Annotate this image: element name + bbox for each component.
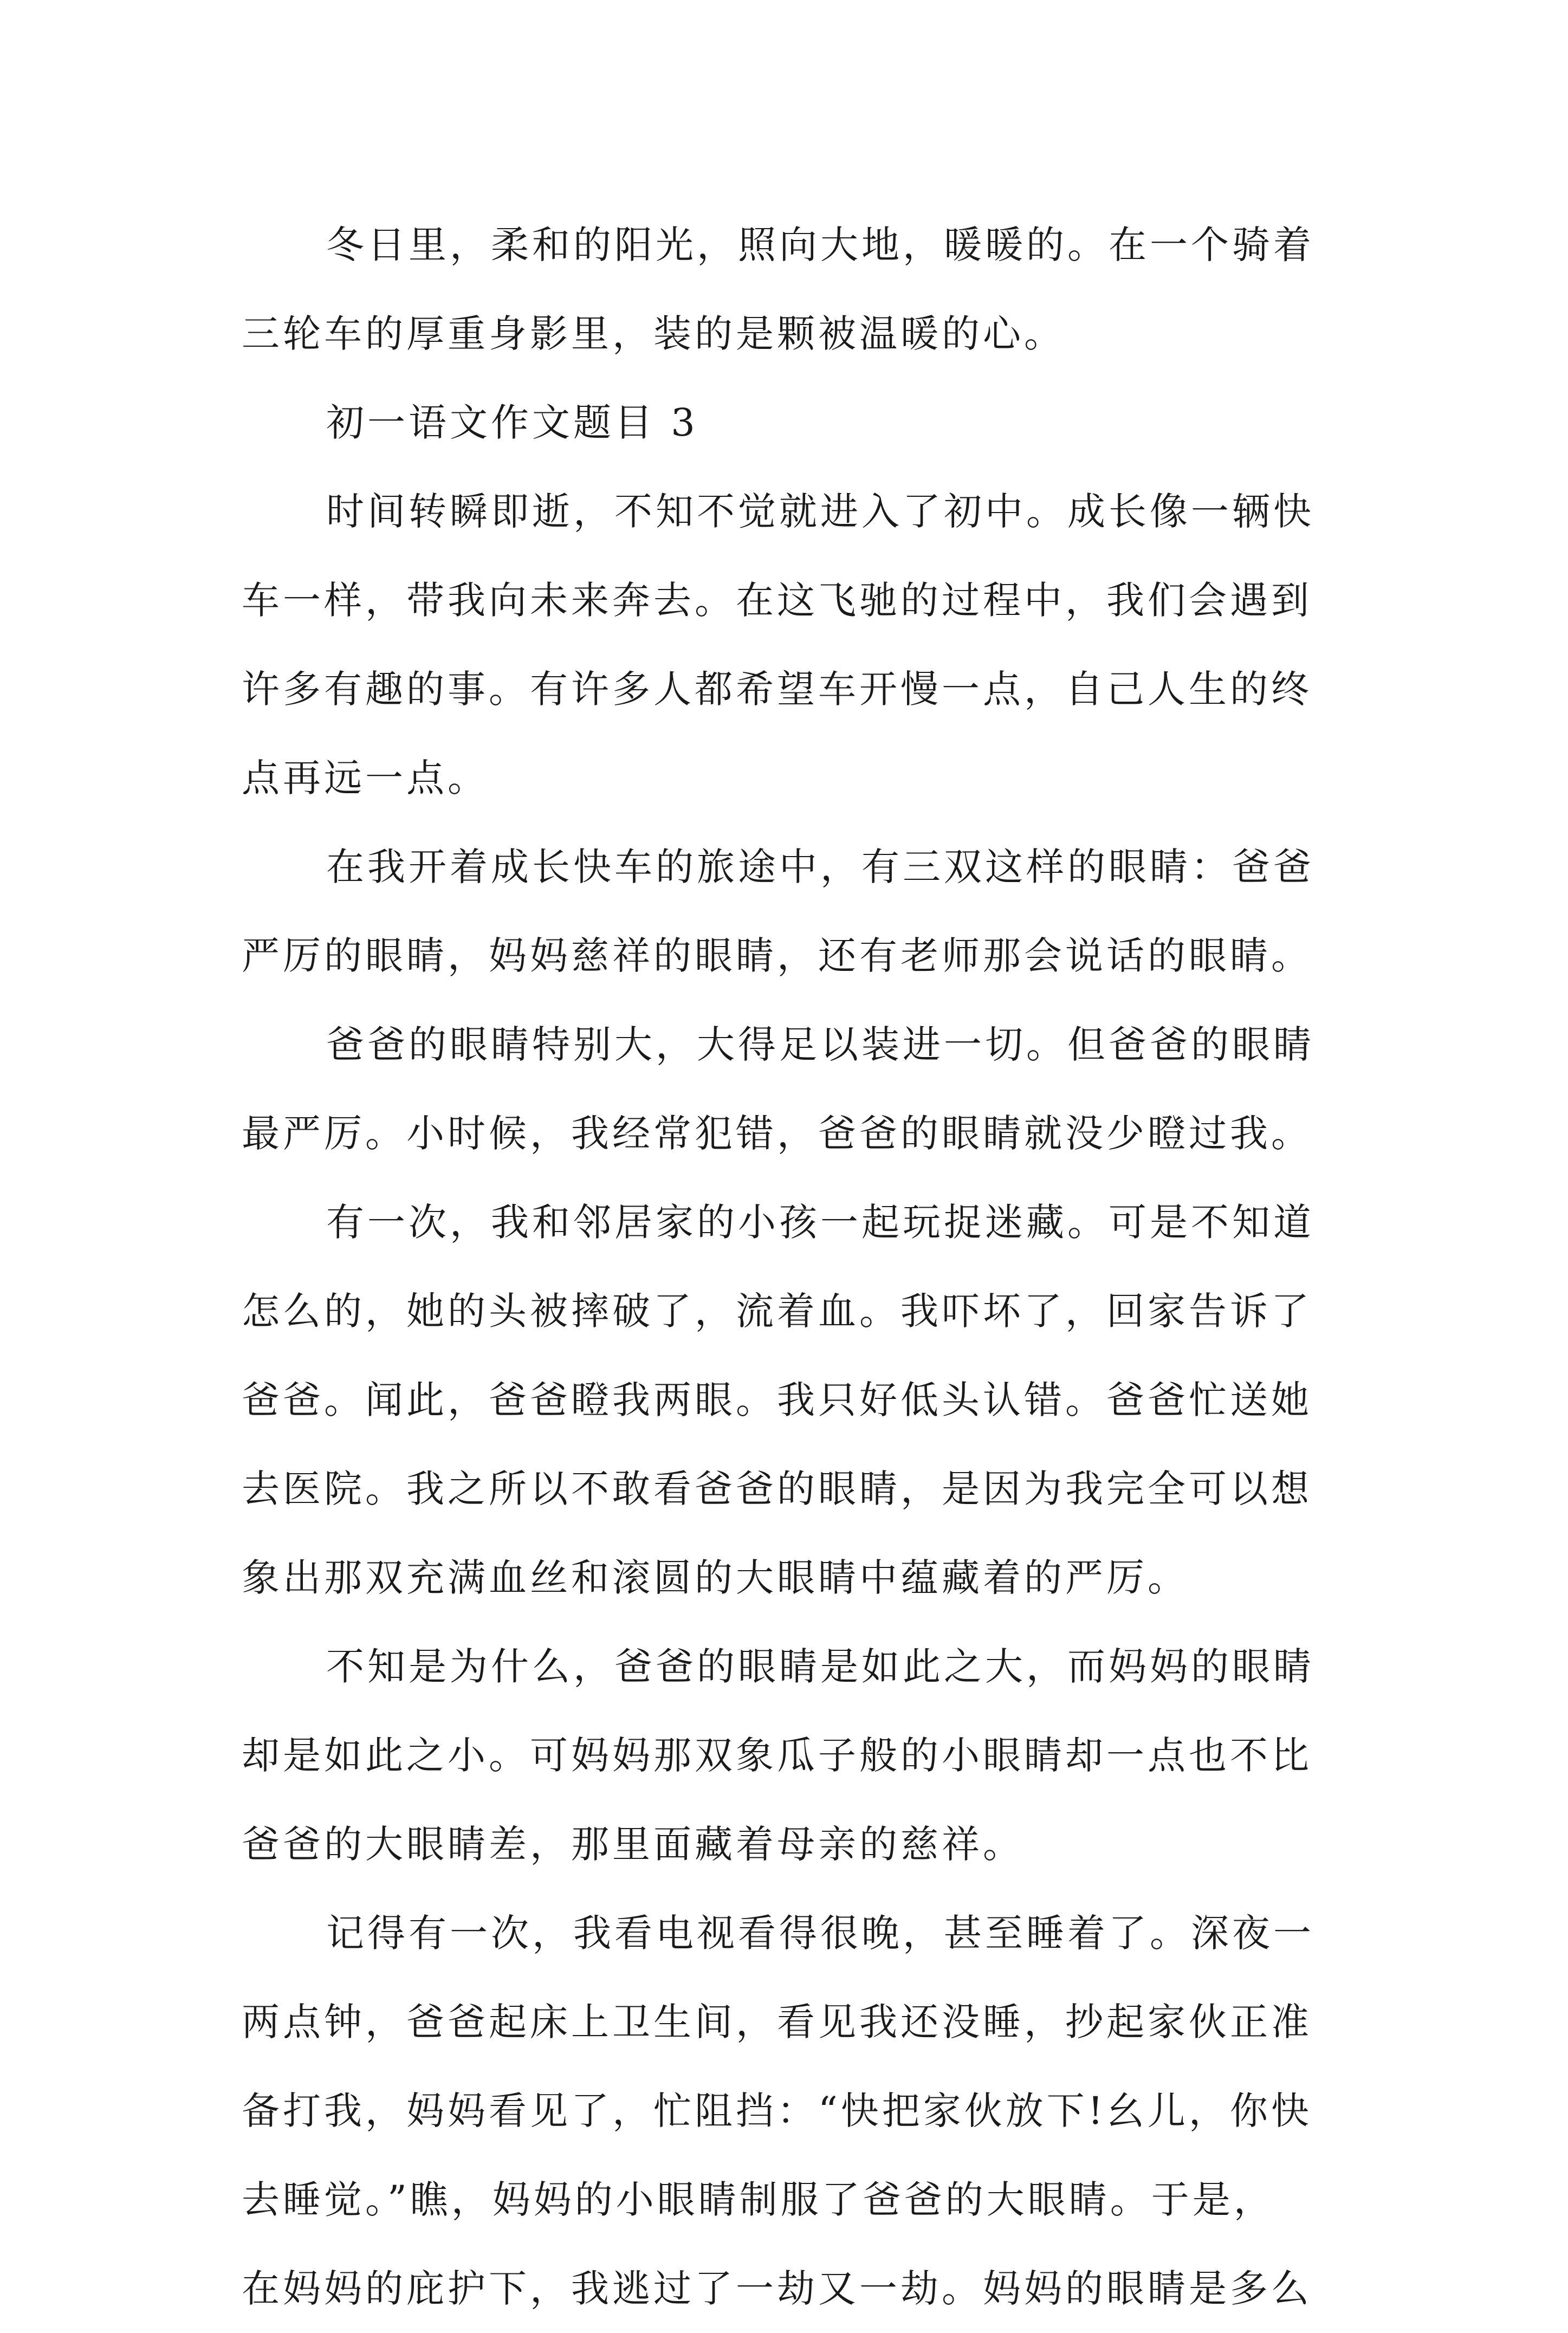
- text-line: 爸爸的大眼睛差，那里面藏着母亲的慈祥。: [242, 1822, 1024, 1867]
- paragraph: [242, 200, 1331, 378]
- text-line: 时间转瞬即逝，不知不觉就进入了初中。成长像一辆快: [326, 489, 1314, 534]
- text-line: 两点钟，爸爸起床上卫生间，看见我还没睡，抄起家伙正准: [242, 2000, 1312, 2044]
- text-line: 三轮车的厚重身影里，装的是颗被温暖的心。: [242, 312, 1065, 356]
- text-line: 却是如此之小。可妈妈那双象瓜子般的小眼睛却一点也不比: [242, 1733, 1312, 1778]
- paragraph: [242, 467, 1331, 822]
- text-line: 备打我，妈妈看见了，忙阻挡：“快把家伙放下!幺儿，你快: [242, 2089, 1312, 2133]
- paragraph: [242, 1178, 1331, 1622]
- text-line: 象出那双充满血丝和滚圆的大眼睛中蕴藏着的严厉。: [242, 1556, 1189, 1600]
- text-line: 严厉的眼睛，妈妈慈祥的眼睛，还有老师那会说话的眼睛。: [242, 934, 1312, 978]
- paragraph: [242, 1622, 1331, 1889]
- text-line: 许多有趣的事。有许多人都希望车开慢一点，自己人生的终: [242, 667, 1312, 711]
- text-line: 在妈妈的庇护下，我逃过了一劫又一劫。妈妈的眼睛是多么: [242, 2266, 1312, 2311]
- section-heading: [242, 378, 1331, 467]
- text-line: 记得有一次，我看电视看得很晚，甚至睡着了。深夜一: [326, 1911, 1314, 1955]
- paragraph: [242, 1000, 1331, 1178]
- text-line: 车一样，带我向未来奔去。在这飞驰的过程中，我们会遇到: [242, 578, 1312, 623]
- text-line: 点再远一点。: [242, 756, 489, 800]
- paragraph: [242, 822, 1331, 1000]
- text-line: 怎么的，她的头被摔破了，流着血。我吓坏了，回家告诉了: [242, 1289, 1312, 1333]
- text-line: 去睡觉。”瞧，妈妈的小眼睛制服了爸爸的大眼睛。于是，: [242, 2178, 1275, 2222]
- document-page: [242, 200, 1331, 2333]
- paragraph: [242, 1889, 1331, 2333]
- text-line: 在我开着成长快车的旅途中，有三双这样的眼睛：爸爸: [326, 845, 1314, 889]
- text-line: 爸爸的眼睛特别大，大得足以装进一切。但爸爸的眼睛: [326, 1022, 1314, 1067]
- text-line: 去医院。我之所以不敢看爸爸的眼睛，是因为我完全可以想: [242, 1467, 1312, 1511]
- heading-line: 初一语文作文题目 3: [326, 400, 698, 445]
- text-line: 有一次，我和邻居家的小孩一起玩捉迷藏。可是不知道: [326, 1200, 1314, 1245]
- text-line: 冬日里，柔和的阳光，照向大地，暖暖的。在一个骑着: [326, 223, 1314, 267]
- text-line: 爸爸。闻此，爸爸瞪我两眼。我只好低头认错。爸爸忙送她: [242, 1378, 1312, 1422]
- text-line: 不知是为什么，爸爸的眼睛是如此之大，而妈妈的眼睛: [326, 1644, 1314, 1689]
- text-line: 最严厉。小时候，我经常犯错，爸爸的眼睛就没少瞪过我。: [242, 1111, 1312, 1156]
